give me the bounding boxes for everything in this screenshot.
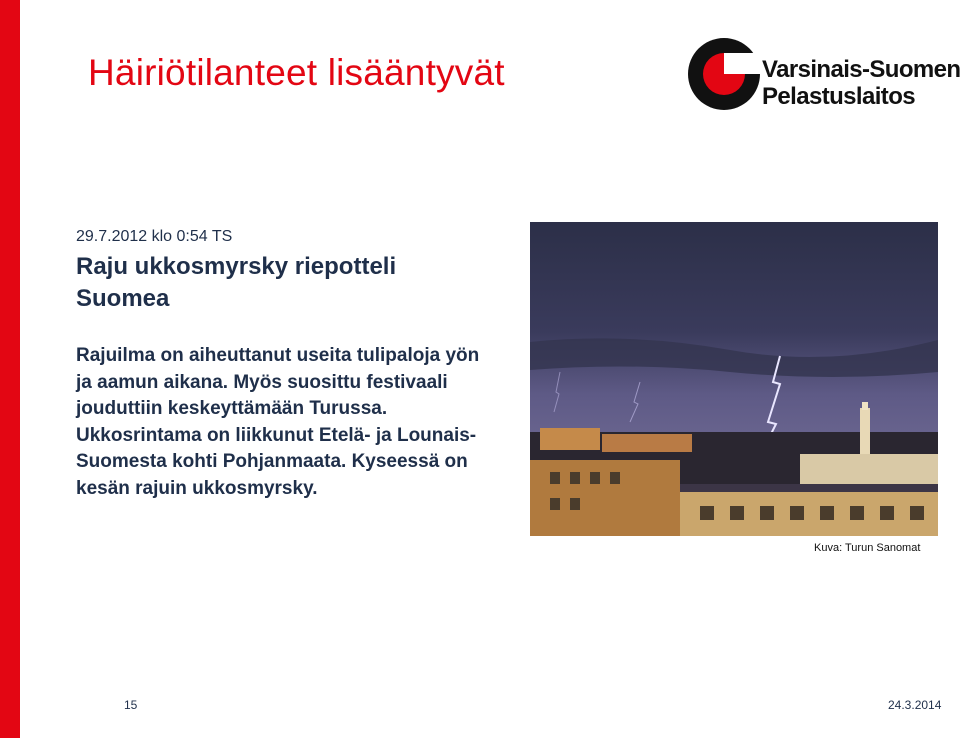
- logo-text-line2: Pelastuslaitos: [762, 83, 916, 110]
- storm-photo: [530, 222, 938, 536]
- photo-caption: Kuva: Turun Sanomat: [814, 542, 921, 554]
- logo-text-line1: Varsinais-Suomen: [762, 56, 960, 83]
- article-body: Rajuilma on aiheuttanut useita tulipaloja yön ja aamun aikana. Myös suosittu festivaali jouduttiin keskeyttämään Turussa. Ukkosrintama on liikkunut Etelä- ja Lounais-Suomesta kohti Pohjanmaata. Kyseessä on kesän rajuin ukkosmyrsky.: [76, 345, 480, 499]
- footer-date: 24.3.2014: [888, 698, 942, 712]
- accent-side-bar: [0, 0, 20, 738]
- organization-logo: [688, 36, 958, 112]
- slide-title: Häiriötilanteet lisääntyvät: [88, 52, 505, 93]
- article-date: 29.7.2012 klo 0:54 TS: [76, 228, 233, 245]
- article-headline: Raju ukkosmyrsky riepotteli Suomea: [76, 253, 397, 312]
- logo-emblem-icon: [688, 36, 760, 112]
- page-number: 15: [124, 698, 138, 712]
